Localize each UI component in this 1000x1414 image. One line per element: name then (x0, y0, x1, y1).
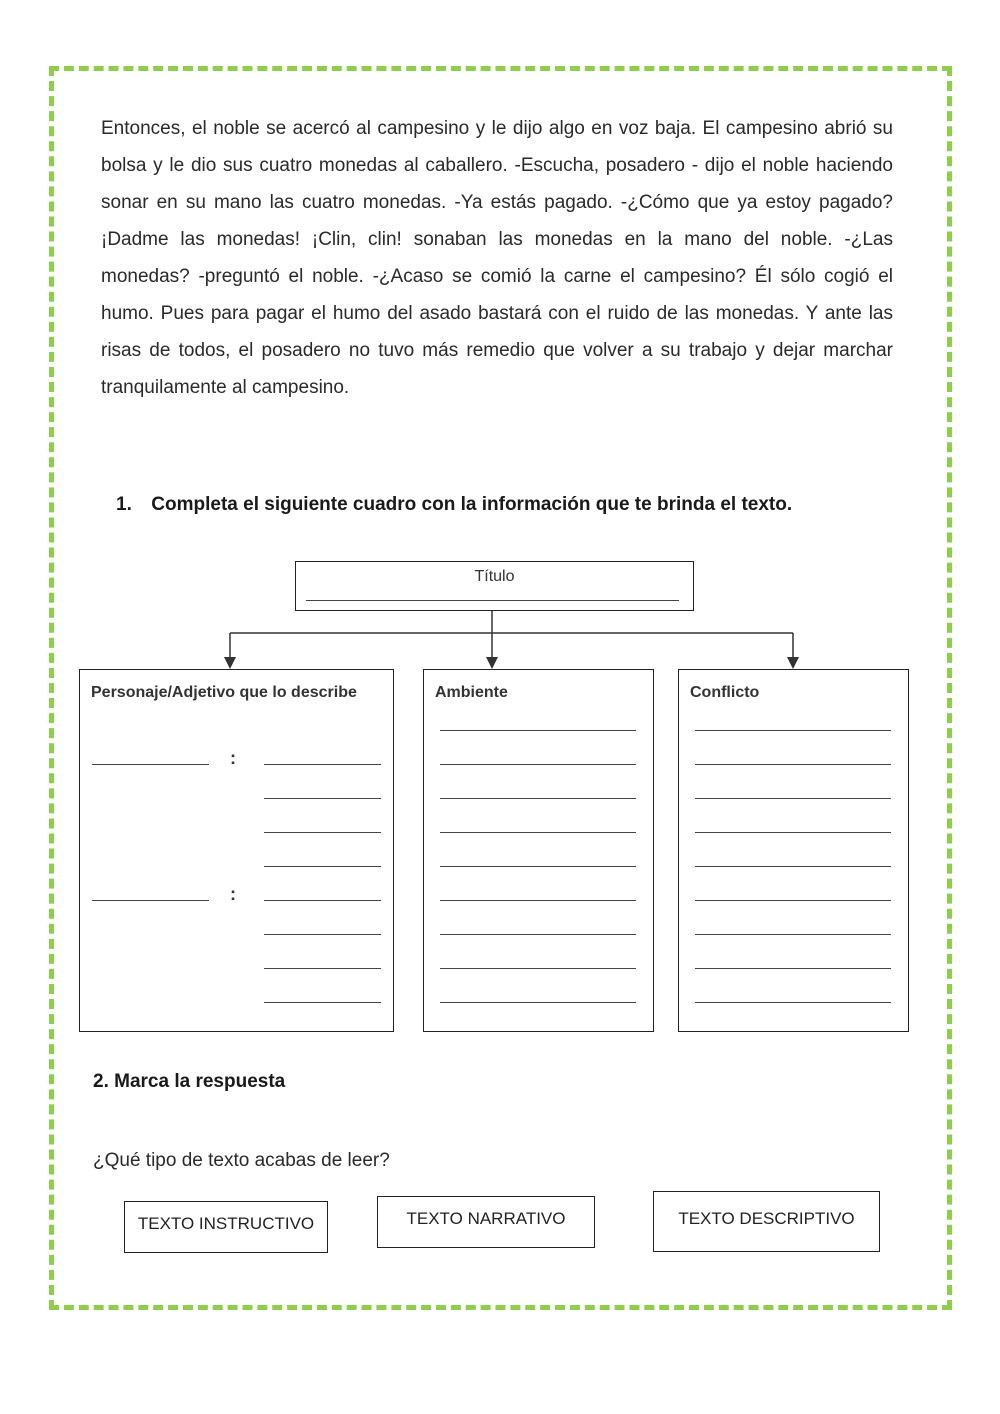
option-narrative[interactable] (377, 1196, 595, 1248)
adjective-line[interactable] (264, 832, 381, 833)
adjective-line[interactable] (264, 934, 381, 935)
conflict-answer-line[interactable] (695, 968, 891, 969)
adjective-line[interactable] (264, 968, 381, 969)
setting-answer-line[interactable] (440, 730, 636, 731)
adjective-line[interactable] (264, 798, 381, 799)
characters-label: Personaje/Adjetivo que lo describe (91, 684, 357, 701)
character-colon: : (230, 884, 236, 904)
adjective-line[interactable] (264, 900, 381, 901)
character-name-line[interactable] (92, 900, 209, 901)
option-instructive-label: TEXTO INSTRUCTIVO (137, 1214, 315, 1233)
option-instructive[interactable] (124, 1201, 328, 1253)
setting-answer-line[interactable] (440, 832, 636, 833)
setting-answer-line[interactable] (440, 798, 636, 799)
setting-answer-line[interactable] (440, 1002, 636, 1003)
adjective-line[interactable] (264, 1002, 381, 1003)
character-name-line[interactable] (92, 764, 209, 765)
conflict-answer-line[interactable] (695, 764, 891, 765)
characters-box (79, 669, 394, 1032)
setting-answer-line[interactable] (440, 900, 636, 901)
setting-box (423, 669, 654, 1032)
conflict-label: Conflicto (690, 684, 760, 701)
conflict-answer-line[interactable] (695, 1002, 891, 1003)
story-paragraph: Entonces, el noble se acercó al campesino y le dijo algo en voz baja. El campesino abrió su bolsa y le dio sus cuatro monedas al caballero. -Escucha, posadero - dijo el noble haciendo sonar en su mano las cuatro monedas. -Ya estás pagado. -¿Cómo que ya estoy pagado? ¡Dadme las monedas! ¡Clin, clin! sonaban las monedas en la mano del noble. -¿Las monedas? -preguntó el noble. -¿Acaso se comió la carne el campesino? Él sólo cogió el humo. Pues para pagar el humo del asado bastará con el ruido de las monedas. Y ante las risas de todos, el posadero no tuvo más remedio que volver a su trabajo y dejar marchar tranquilamente al campesino. (101, 118, 893, 398)
title-box (295, 561, 694, 611)
conflict-answer-line[interactable] (695, 798, 891, 799)
question-2-heading: 2. Marca la respuesta (93, 1071, 286, 1092)
conflict-answer-line[interactable] (695, 866, 891, 867)
setting-answer-line[interactable] (440, 866, 636, 867)
setting-answer-line[interactable] (440, 934, 636, 935)
setting-answer-line[interactable] (440, 764, 636, 765)
title-answer-line[interactable] (306, 600, 679, 601)
option-descriptive[interactable] (653, 1191, 880, 1252)
question-1-number: 1. (116, 494, 132, 515)
character-colon: : (230, 748, 236, 768)
option-descriptive-label: TEXTO DESCRIPTIVO (678, 1209, 855, 1228)
adjective-line[interactable] (264, 866, 381, 867)
question-1-text: Completa el siguiente cuadro con la información que te brinda el texto. (151, 494, 793, 515)
option-narrative-label: TEXTO NARRATIVO (406, 1209, 566, 1228)
conflict-answer-line[interactable] (695, 730, 891, 731)
conflict-answer-line[interactable] (695, 934, 891, 935)
question-2-prompt: ¿Qué tipo de texto acabas de leer? (93, 1150, 390, 1171)
adjective-line[interactable] (264, 764, 381, 765)
conflict-answer-line[interactable] (695, 832, 891, 833)
title-label: Título (474, 568, 515, 585)
setting-answer-line[interactable] (440, 968, 636, 969)
conflict-box (678, 669, 909, 1032)
setting-label: Ambiente (435, 684, 508, 701)
conflict-answer-line[interactable] (695, 900, 891, 901)
